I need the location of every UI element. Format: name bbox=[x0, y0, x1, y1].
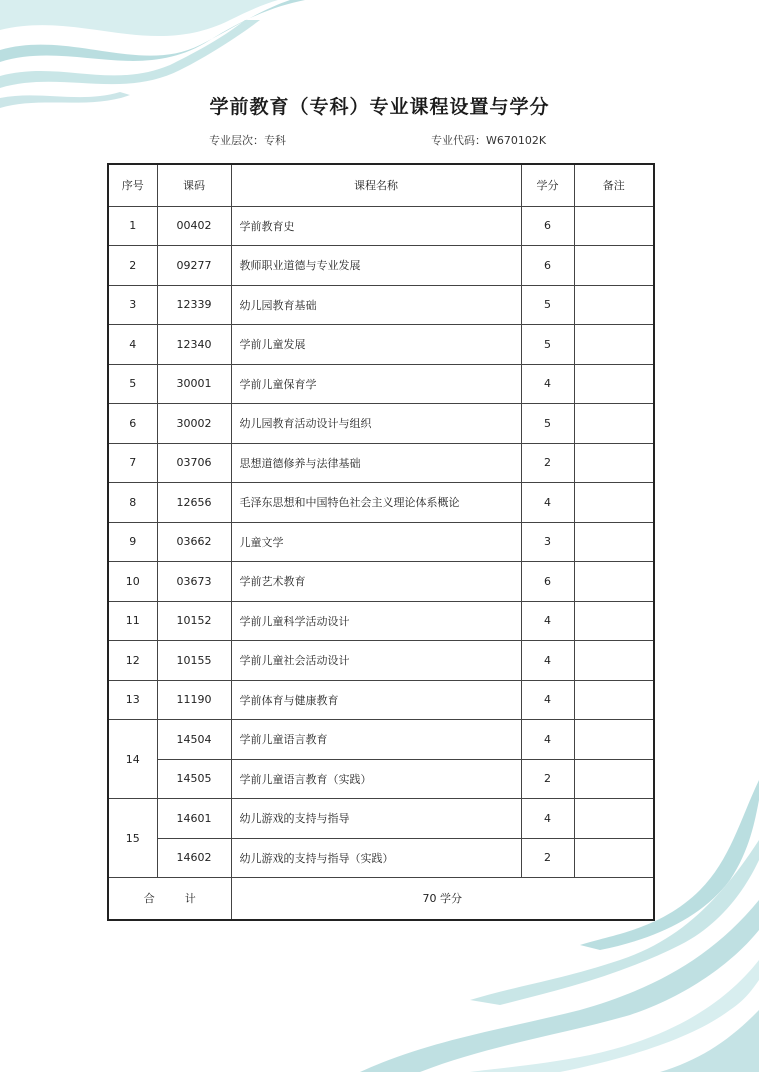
row-code: 03662 bbox=[157, 522, 231, 562]
row-name: 幼儿园教育活动设计与组织 bbox=[231, 404, 521, 444]
row-note bbox=[574, 246, 654, 286]
table-row bbox=[108, 483, 654, 523]
row-note bbox=[574, 759, 654, 799]
table-row bbox=[108, 680, 654, 720]
row-name: 学前儿童科学活动设计 bbox=[231, 601, 521, 641]
row-name: 学前儿童语言教育 bbox=[231, 720, 521, 760]
row-credit: 3 bbox=[521, 522, 574, 562]
total-row bbox=[108, 878, 654, 920]
row-name: 教师职业道德与专业发展 bbox=[231, 246, 521, 286]
header-note: 备注 bbox=[574, 164, 654, 206]
row-seq: 8 bbox=[108, 483, 157, 523]
row-note bbox=[574, 325, 654, 365]
row-code: 14602 bbox=[157, 838, 231, 878]
total-label: 合计 bbox=[108, 878, 231, 920]
row-credit: 4 bbox=[521, 680, 574, 720]
row-code: 14505 bbox=[157, 759, 231, 799]
row-credit: 6 bbox=[521, 206, 574, 246]
table-row bbox=[108, 246, 654, 286]
header-seq: 序号 bbox=[108, 164, 157, 206]
row-name: 学前艺术教育 bbox=[231, 562, 521, 602]
row-code: 14601 bbox=[157, 799, 231, 839]
row-seq: 2 bbox=[108, 246, 157, 286]
row-seq: 11 bbox=[108, 601, 157, 641]
row-credit: 2 bbox=[521, 759, 574, 799]
row-name: 学前儿童发展 bbox=[231, 325, 521, 365]
table-row bbox=[108, 759, 654, 799]
row-code: 30001 bbox=[157, 364, 231, 404]
row-credit: 6 bbox=[521, 562, 574, 602]
table-row bbox=[108, 641, 654, 681]
row-code: 09277 bbox=[157, 246, 231, 286]
row-code: 14504 bbox=[157, 720, 231, 760]
row-name: 学前儿童语言教育（实践） bbox=[231, 759, 521, 799]
row-note bbox=[574, 641, 654, 681]
row-seq: 15 bbox=[108, 799, 157, 878]
row-credit: 4 bbox=[521, 641, 574, 681]
row-credit: 5 bbox=[521, 285, 574, 325]
row-note bbox=[574, 522, 654, 562]
row-note bbox=[574, 838, 654, 878]
row-seq: 7 bbox=[108, 443, 157, 483]
row-note bbox=[574, 680, 654, 720]
table-row bbox=[108, 404, 654, 444]
header-code: 课码 bbox=[157, 164, 231, 206]
row-note bbox=[574, 404, 654, 444]
row-code: 03673 bbox=[157, 562, 231, 602]
row-note bbox=[574, 601, 654, 641]
row-note bbox=[574, 364, 654, 404]
table-row bbox=[108, 601, 654, 641]
row-credit: 5 bbox=[521, 325, 574, 365]
table-row bbox=[108, 206, 654, 246]
row-credit: 4 bbox=[521, 799, 574, 839]
table-row bbox=[108, 562, 654, 602]
table-row bbox=[108, 443, 654, 483]
row-code: 12656 bbox=[157, 483, 231, 523]
row-credit: 4 bbox=[521, 601, 574, 641]
row-seq: 6 bbox=[108, 404, 157, 444]
row-name: 思想道德修养与法律基础 bbox=[231, 443, 521, 483]
row-name: 幼儿园教育基础 bbox=[231, 285, 521, 325]
row-name: 儿童文学 bbox=[231, 522, 521, 562]
row-credit: 6 bbox=[521, 246, 574, 286]
row-code: 11190 bbox=[157, 680, 231, 720]
row-code: 12339 bbox=[157, 285, 231, 325]
row-name: 幼儿游戏的支持与指导（实践） bbox=[231, 838, 521, 878]
header-name: 课程名称 bbox=[231, 164, 521, 206]
row-name: 学前儿童保育学 bbox=[231, 364, 521, 404]
row-note bbox=[574, 562, 654, 602]
row-note bbox=[574, 206, 654, 246]
table-row bbox=[108, 838, 654, 878]
row-name: 学前体育与健康教育 bbox=[231, 680, 521, 720]
row-note bbox=[574, 720, 654, 760]
table-row bbox=[108, 325, 654, 365]
row-credit: 2 bbox=[521, 838, 574, 878]
table-row bbox=[108, 799, 654, 839]
header-credit: 学分 bbox=[521, 164, 574, 206]
row-code: 12340 bbox=[157, 325, 231, 365]
row-code: 10152 bbox=[157, 601, 231, 641]
major-level: 专业层次：专科 bbox=[209, 134, 286, 147]
row-name: 学前儿童社会活动设计 bbox=[231, 641, 521, 681]
row-note bbox=[574, 799, 654, 839]
row-seq: 12 bbox=[108, 641, 157, 681]
row-code: 00402 bbox=[157, 206, 231, 246]
row-name: 毛泽东思想和中国特色社会主义理论体系概论 bbox=[231, 483, 521, 523]
row-code: 10155 bbox=[157, 641, 231, 681]
table-row bbox=[108, 720, 654, 760]
row-note bbox=[574, 443, 654, 483]
table-row bbox=[108, 364, 654, 404]
course-table bbox=[107, 163, 655, 921]
row-note bbox=[574, 483, 654, 523]
row-seq: 5 bbox=[108, 364, 157, 404]
row-name: 幼儿游戏的支持与指导 bbox=[231, 799, 521, 839]
row-note bbox=[574, 285, 654, 325]
row-seq: 9 bbox=[108, 522, 157, 562]
row-code: 30002 bbox=[157, 404, 231, 444]
row-credit: 4 bbox=[521, 364, 574, 404]
row-seq: 13 bbox=[108, 680, 157, 720]
total-value: 70 学分 bbox=[231, 878, 654, 920]
table-header-row bbox=[108, 164, 654, 206]
row-seq: 14 bbox=[108, 720, 157, 799]
table-row bbox=[108, 285, 654, 325]
row-name: 学前教育史 bbox=[231, 206, 521, 246]
row-seq: 1 bbox=[108, 206, 157, 246]
row-credit: 4 bbox=[521, 483, 574, 523]
row-credit: 4 bbox=[521, 720, 574, 760]
table-row bbox=[108, 522, 654, 562]
major-code: 专业代码：W670102K bbox=[431, 134, 547, 147]
row-seq: 3 bbox=[108, 285, 157, 325]
row-seq: 10 bbox=[108, 562, 157, 602]
row-seq: 4 bbox=[108, 325, 157, 365]
row-code: 03706 bbox=[157, 443, 231, 483]
row-credit: 2 bbox=[521, 443, 574, 483]
page-title: 学前教育（专科）专业课程设置与学分 bbox=[209, 96, 550, 118]
row-credit: 5 bbox=[521, 404, 574, 444]
